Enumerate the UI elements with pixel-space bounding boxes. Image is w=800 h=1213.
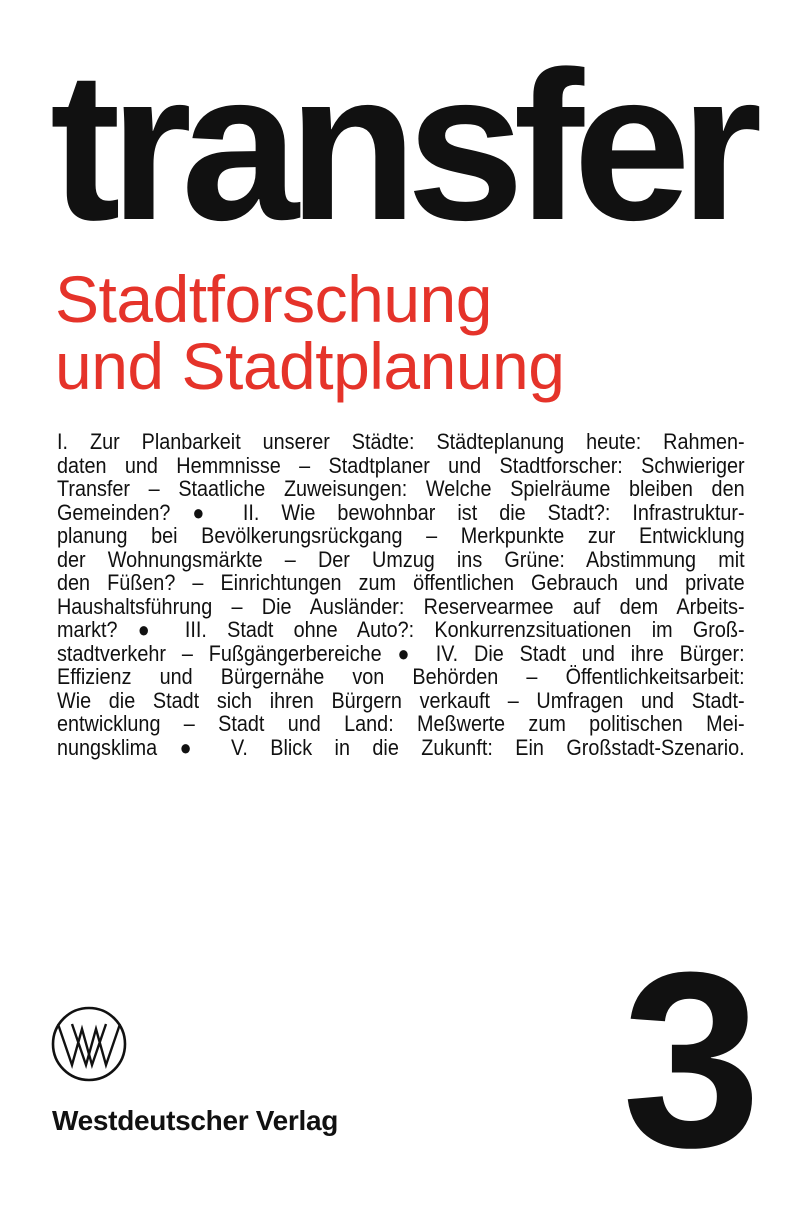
contents-line: Gemeinden? ● II. Wie bewohnbar ist die Stadt?: Infrastruktur- <box>57 499 745 525</box>
publisher-logo-icon <box>50 1005 128 1083</box>
contents-line: Effizienz und Bürgernähe von Behörden – Öffentlichkeitsarbeit: <box>57 664 745 689</box>
contents-line: markt? ● III. Stadt ohne Auto?: Konkurrenzsituationen im Groß- <box>57 617 745 642</box>
contents-line: I. Zur Planbarkeit unserer Städte: Städteplanung heute: Rahmen- <box>57 429 745 454</box>
series-title: transfer <box>50 27 752 264</box>
contents-line: der Wohnungsmärkte – Der Umzug ins Grüne: Abstimmung mit <box>57 546 745 572</box>
publisher-name: Westdeutscher Verlag <box>52 1105 339 1136</box>
contents-line: Transfer – Staatliche Zuweisungen: Welche Spielräume bleiben den <box>57 476 745 501</box>
contents-blurb <box>57 430 745 759</box>
volume-number: 3 <box>622 920 762 1199</box>
contents-line: daten und Hemmnisse – Stadtplaner und Stadtforscher: Schwieriger <box>57 452 745 478</box>
contents-line: Wie die Stadt sich ihren Bürgern verkauft – Umfragen und Stadt- <box>57 687 745 713</box>
contents-line: Haushaltsführung – Die Ausländer: Reservearmee auf dem Arbeits- <box>57 593 745 619</box>
contents-line: stadtverkehr – Fußgängerbereiche ● IV. Die Stadt und ihre Bürger: <box>57 640 745 666</box>
contents-line: nungsklima ● V. Blick in die Zukunft: Ein Großstadt-Szenario. <box>57 734 745 760</box>
contents-line: den Füßen? – Einrichtungen zum öffentlichen Gebrauch und private <box>57 570 745 595</box>
subtitle-line-2: und Stadtplanung <box>55 329 565 403</box>
subtitle-line-1: Stadtforschung <box>55 262 492 336</box>
contents-line: entwicklung – Stadt und Land: Meßwerte zum politischen Mei- <box>57 711 745 736</box>
contents-line: planung bei Bevölkerungsrückgang – Merkpunkte zur Entwicklung <box>57 523 745 548</box>
